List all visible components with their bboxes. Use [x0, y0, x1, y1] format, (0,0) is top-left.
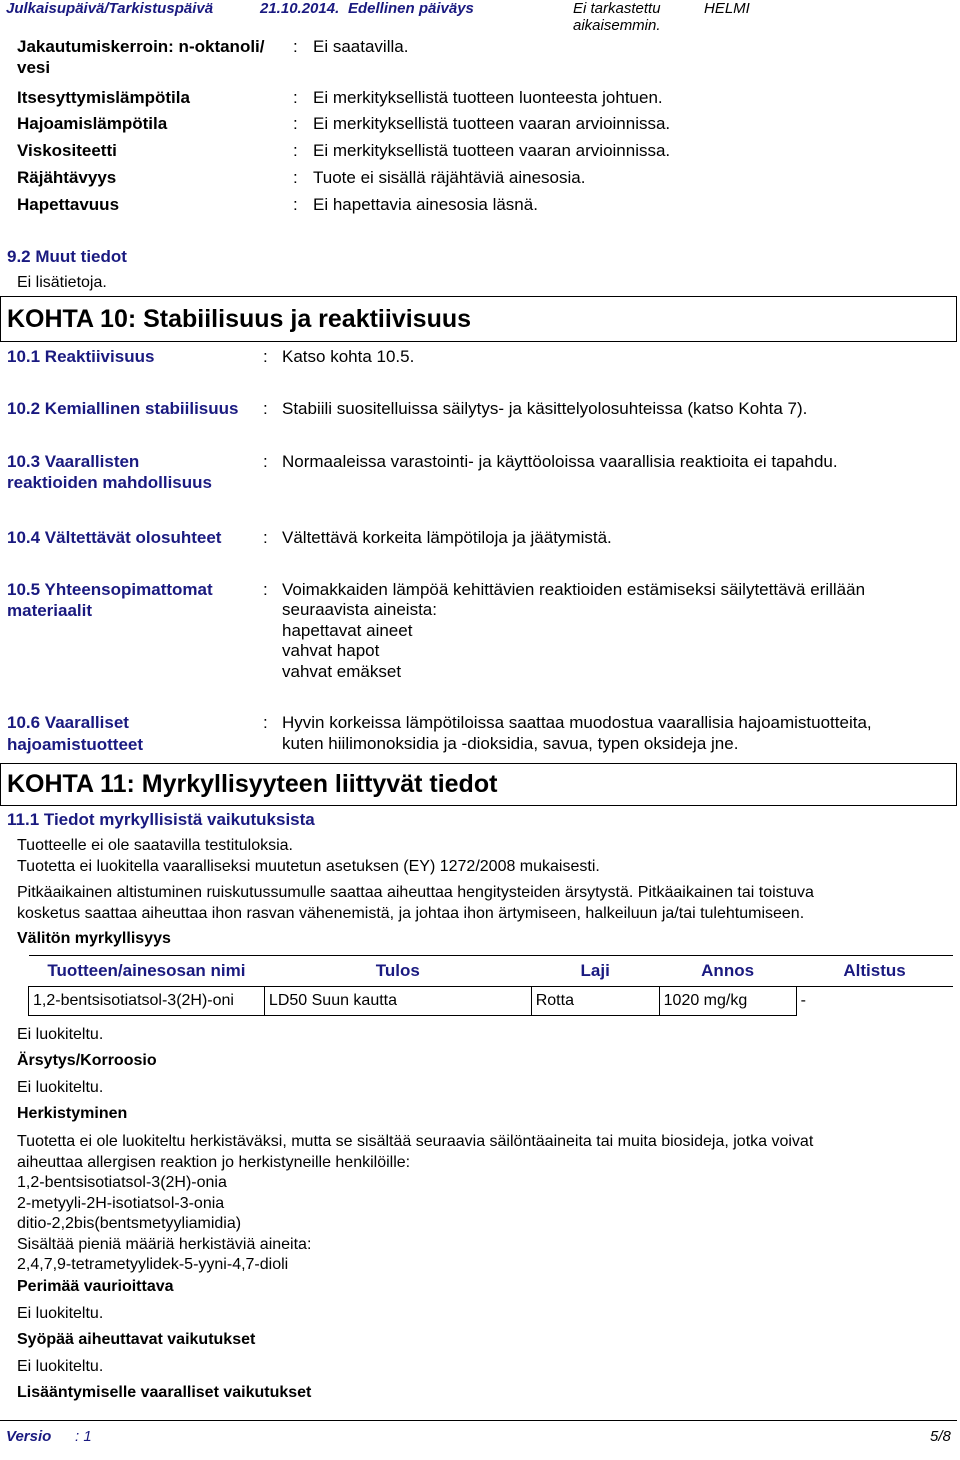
prop-label-oxidizing: Hapettavuus [17, 195, 120, 214]
col-header-name: Tuotteen/ainesosan nimi [29, 956, 265, 987]
col-header-species: Laji [531, 956, 659, 987]
footer-version-label: Versio [6, 1428, 52, 1445]
colon: : [293, 195, 298, 214]
header-date-label: Julkaisupäivä/Tarkistuspäivä [6, 0, 214, 17]
footer-divider [0, 1420, 957, 1421]
prop-value-oxidizing: Ei hapettavia ainesosia läsnä. [313, 195, 538, 214]
page-header [0, 0, 960, 36]
cell-exposure: - [800, 992, 806, 1010]
not-classified-text: Ei luokiteltu. [17, 1026, 104, 1043]
sensitization-line-7: 2,4,7,9-tetrametyylidek-5-yyni-4,7-dioli [17, 1256, 289, 1273]
section-10-header [0, 296, 957, 342]
s11-1-title: 11.1 Tiedot myrkyllisistä vaikutuksista [7, 810, 315, 829]
s10-5-line-4: vahvat hapot [282, 641, 380, 660]
colon: : [263, 452, 268, 471]
sensitization-line-5: ditio-2,2bis(bentsmetyyliamidia) [17, 1215, 242, 1232]
prop-label-explosive: Räjähtävyys [17, 168, 117, 187]
col-header-dose: Annos [659, 956, 796, 987]
colon: : [293, 88, 298, 107]
mutagenicity-title: Perimää vaurioittava [17, 1278, 174, 1295]
s11-para-1: Pitkäaikainen altistuminen ruiskutussumulle saattaa aiheuttaa hengitysteiden ärsytystä. Pitkäaikainen tai toistuva [17, 884, 814, 901]
sensitization-line-6: Sisältää pieniä määriä herkistäviä aineita: [17, 1236, 312, 1253]
colon: : [263, 713, 268, 732]
s10-4-label: 10.4 Vältettävät olosuhteet [7, 528, 222, 547]
prop-value-decomposition: Ei merkityksellistä tuotteen vaaran arvioinnissa. [313, 114, 671, 133]
s10-6-line-1: Hyvin korkeissa lämpötiloissa saattaa muodostua vaarallisia hajoamistuotteita, [282, 713, 872, 732]
not-classified-text: Ei luokiteltu. [17, 1358, 104, 1375]
header-prev-label: Edellinen päiväys [348, 0, 474, 17]
sensitization-line-3: 1,2-bentsisotiatsol-3(2H)-onia [17, 1174, 227, 1191]
sensitization-line-1: Tuotetta ei ole luokiteltu herkistäväksi, mutta se sisältää seuraavia säilöntäaineita tai muita biosideja, jotka voivat [17, 1133, 814, 1150]
cell-result: LD50 Suun kautta [264, 987, 531, 1016]
sensitization-line-4: 2-metyyli-2H-isotiatsol-3-onia [17, 1195, 225, 1212]
table-row [29, 987, 954, 1016]
s10-1-label: 10.1 Reaktiivisuus [7, 347, 155, 366]
s11-intro-2: Tuotetta ei luokitella vaaralliseksi muutetun asetuksen (EY) 1272/2008 mukaisesti. [17, 858, 600, 875]
sensitization-line-2: aiheuttaa allergisen reaktion jo herkistyneille henkilöille: [17, 1154, 411, 1171]
colon: : [263, 528, 268, 547]
sensitization-title: Herkistyminen [17, 1105, 128, 1122]
header-prev-value-2: aikaisemmin. [573, 17, 661, 34]
s10-5-line-5: vahvat emäkset [282, 662, 402, 681]
colon: : [293, 141, 298, 160]
colon: : [293, 168, 298, 187]
s10-5-label-2: materiaalit [7, 601, 93, 620]
section-10-title: KOHTA 10: Stabiilisuus ja reaktiivisuus [7, 305, 472, 333]
footer-version-value: : 1 [75, 1428, 92, 1445]
prop-label-autoignition: Itsesyttymislämpötila [17, 88, 190, 107]
header-date: 21.10.2014. [260, 0, 340, 17]
acute-toxicity-title: Välitön myrkyllisyys [17, 930, 171, 947]
s10-3-value: Normaaleissa varastointi- ja käyttöoloissa vaarallisia reaktioita ei tapahdu. [282, 452, 838, 471]
footer-page-number: 5/8 [930, 1428, 951, 1445]
s10-5-line-3: hapettavat aineet [282, 621, 413, 640]
s10-4-value: Vältettävä korkeita lämpötiloja ja jäätymistä. [282, 528, 612, 547]
subsection-9-2-title: 9.2 Muut tiedot [7, 247, 127, 266]
carcinogenicity-title: Syöpää aiheuttavat vaikutukset [17, 1331, 256, 1348]
colon: : [263, 347, 268, 366]
s11-para-2: kosketus saattaa aiheuttaa ihon rasvan vähenemistä, ja johtaa ihon ärtymiseen, halkeiluun ja/tai tulehtumiseen. [17, 905, 805, 922]
col-header-exposure: Altistus [796, 956, 953, 987]
s10-6-line-2: kuten hiilimonoksidia ja -dioksidia, savua, typen oksideja jne. [282, 734, 739, 753]
s10-5-line-1: Voimakkaiden lämpöä kehittävien reaktioiden estämiseksi säilytettävä erillään [282, 580, 866, 599]
colon: : [293, 114, 298, 133]
section-11-header [0, 763, 957, 806]
acute-toxicity-table [28, 955, 953, 1016]
s10-3-label-1: 10.3 Vaarallisten [7, 452, 140, 471]
header-product: HELMI [704, 0, 750, 17]
reproductive-toxicity-title: Lisääntymiselle vaaralliset vaikutukset [17, 1384, 312, 1401]
s10-1-value: Katso kohta 10.5. [282, 347, 415, 366]
prop-label-partition-2: vesi [17, 58, 51, 77]
prop-value-partition: Ei saatavilla. [313, 37, 409, 56]
s11-intro-1: Tuotteelle ei ole saatavilla testituloksia. [17, 837, 293, 854]
cell-species: Rotta [531, 987, 659, 1016]
cell-dose: 1020 mg/kg [659, 987, 796, 1016]
prop-value-autoignition: Ei merkityksellistä tuotteen luonteesta johtuen. [313, 88, 663, 107]
s10-3-label-2: reaktioiden mahdollisuus [7, 473, 212, 492]
s10-2-value: Stabiili suositelluissa säilytys- ja käsittelyolosuhteissa (katso Kohta 7). [282, 399, 808, 418]
s10-5-label-1: 10.5 Yhteensopimattomat [7, 580, 213, 599]
subsection-9-2-text: Ei lisätietoja. [17, 274, 107, 291]
section-11-title: KOHTA 11: Myrkyllisyyteen liittyvät tiedot [7, 770, 498, 798]
table-header-row [29, 956, 954, 987]
prop-label-decomposition: Hajoamislämpötila [17, 114, 168, 133]
s10-2-label: 10.2 Kemiallinen stabiilisuus [7, 399, 239, 418]
prop-label-partition-1: Jakautumiskerroin: n-oktanoli/ [17, 37, 265, 56]
colon: : [263, 580, 268, 599]
colon: : [293, 37, 298, 56]
prop-value-explosive: Tuote ei sisällä räjähtäviä ainesosia. [313, 168, 586, 187]
colon: : [263, 399, 268, 418]
header-prev-value-1: Ei tarkastettu [573, 0, 661, 17]
s10-5-line-2: seuraavista aineista: [282, 600, 437, 619]
not-classified-text: Ei luokiteltu. [17, 1305, 104, 1322]
prop-label-viscosity: Viskositeetti [17, 141, 117, 160]
cell-name: 1,2-bentsisotiatsol-3(2H)-oni [29, 987, 265, 1016]
s10-6-label-1: 10.6 Vaaralliset [7, 713, 129, 732]
col-header-result: Tulos [264, 956, 531, 987]
prop-value-viscosity: Ei merkityksellistä tuotteen vaaran arvioinnissa. [313, 141, 671, 160]
s10-6-label-2: hajoamistuotteet [7, 735, 144, 754]
not-classified-text: Ei luokiteltu. [17, 1079, 104, 1096]
irritation-title: Ärsytys/Korroosio [17, 1052, 157, 1069]
